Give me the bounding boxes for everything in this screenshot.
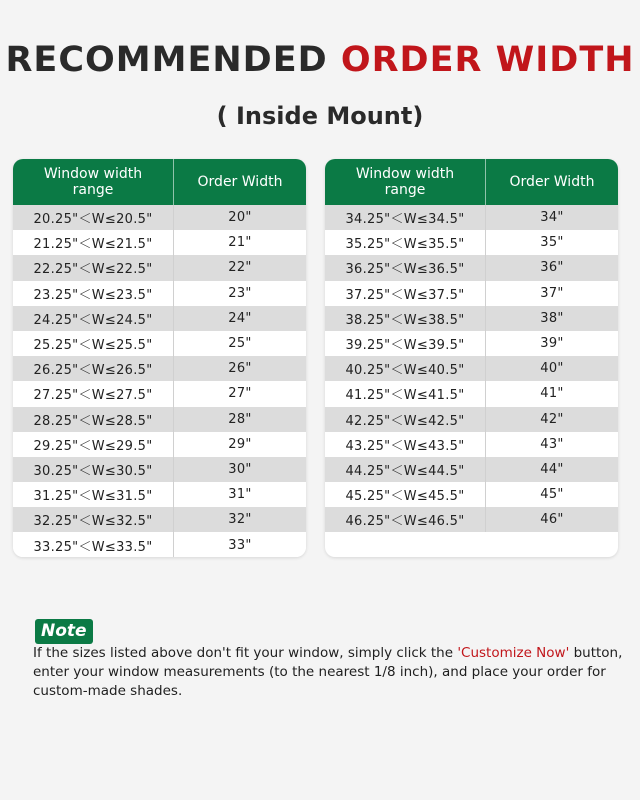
customize-now-highlight: 'Customize Now': [457, 645, 570, 661]
table-row: [325, 230, 618, 255]
order-width-cell: 21": [228, 235, 252, 251]
table-row: [13, 356, 306, 381]
order-width-cell: 45": [540, 487, 564, 503]
header-window-width-range: Window width range: [325, 159, 486, 205]
size-table-right: [325, 159, 618, 557]
table-row: [325, 482, 618, 507]
note-text: [33, 644, 623, 701]
range-cell: 29.25"＜W≤29.5": [13, 432, 174, 457]
order-width-cell: 35": [540, 235, 564, 251]
table-row: [325, 306, 618, 331]
table-row: [325, 331, 618, 356]
order-width-cell: 34": [540, 210, 564, 226]
range-cell: 43.25"＜W≤43.5": [325, 432, 486, 457]
table-row: [13, 306, 306, 331]
order-width-cell: 28": [228, 411, 252, 427]
range-cell: 34.25"＜W≤34.5": [325, 205, 486, 230]
page-subtitle: ( Inside Mount): [216, 102, 424, 130]
note-label: Note: [35, 619, 93, 644]
table-row: [13, 457, 306, 482]
range-cell: 42.25"＜W≤42.5": [325, 407, 486, 432]
range-cell: 46.25"＜W≤46.5": [325, 507, 486, 532]
table-header: [13, 159, 306, 205]
header-order-width: Order Width: [197, 174, 283, 190]
order-width-cell: 36": [540, 260, 564, 276]
range-cell: 31.25"＜W≤31.5": [13, 482, 174, 507]
table-row: [325, 356, 618, 381]
order-width-cell: 44": [540, 461, 564, 477]
range-cell: 37.25"＜W≤37.5": [325, 281, 486, 306]
range-cell: 33.25"＜W≤33.5": [13, 532, 174, 557]
header-order-width: Order Width: [509, 174, 595, 190]
order-width-cell: 26": [228, 361, 252, 377]
title-part-1: RECOMMENDED: [5, 40, 341, 80]
range-cell: 22.25"＜W≤22.5": [13, 255, 174, 280]
table-row: [13, 381, 306, 406]
order-width-cell: 25": [228, 336, 252, 352]
range-cell: 25.25"＜W≤25.5": [13, 331, 174, 356]
size-table-left: [13, 159, 306, 557]
table-row: [13, 230, 306, 255]
range-cell: 26.25"＜W≤26.5": [13, 356, 174, 381]
table-row: [325, 205, 618, 230]
range-cell: 41.25"＜W≤41.5": [325, 381, 486, 406]
order-width-cell: 27": [228, 386, 252, 402]
range-cell: 44.25"＜W≤44.5": [325, 457, 486, 482]
order-width-cell: 32": [228, 512, 252, 528]
range-cell: 35.25"＜W≤35.5": [325, 230, 486, 255]
order-width-cell: 41": [540, 386, 564, 402]
title-part-2: ORDER WIDTH: [340, 40, 635, 80]
table-row: [325, 255, 618, 280]
range-cell: 23.25"＜W≤23.5": [13, 281, 174, 306]
order-width-cell: 37": [540, 285, 564, 301]
order-width-cell: 24": [228, 310, 252, 326]
table-row: [325, 381, 618, 406]
order-width-cell: 31": [228, 487, 252, 503]
header-window-width-range: Window width range: [13, 159, 174, 205]
order-width-cell: 29": [228, 436, 252, 452]
order-width-cell: 46": [540, 512, 564, 528]
order-width-cell: 33": [228, 537, 252, 553]
range-cell: 38.25"＜W≤38.5": [325, 306, 486, 331]
range-cell: 20.25"＜W≤20.5": [13, 205, 174, 230]
table-row: [13, 407, 306, 432]
table-row: [13, 507, 306, 532]
range-cell: 21.25"＜W≤21.5": [13, 230, 174, 255]
range-cell: 36.25"＜W≤36.5": [325, 255, 486, 280]
table-row: [13, 255, 306, 280]
table-row: [13, 532, 306, 557]
page-title: [0, 40, 640, 80]
range-cell: 27.25"＜W≤27.5": [13, 381, 174, 406]
order-width-cell: 20": [228, 210, 252, 226]
table-row: [13, 482, 306, 507]
range-cell: 32.25"＜W≤32.5": [13, 507, 174, 532]
note-text-before: If the sizes listed above don't fit your window, simply click the: [33, 645, 458, 661]
table-row: [13, 281, 306, 306]
range-cell: 24.25"＜W≤24.5": [13, 306, 174, 331]
range-cell: 30.25"＜W≤30.5": [13, 457, 174, 482]
order-width-cell: 43": [540, 436, 564, 452]
order-width-cell: 40": [540, 361, 564, 377]
order-width-cell: 39": [540, 336, 564, 352]
range-cell: 40.25"＜W≤40.5": [325, 356, 486, 381]
table-row: [325, 457, 618, 482]
range-cell: 28.25"＜W≤28.5": [13, 407, 174, 432]
order-width-cell: 42": [540, 411, 564, 427]
order-width-cell: 38": [540, 310, 564, 326]
table-row: [325, 281, 618, 306]
table-row: [13, 331, 306, 356]
range-cell: 39.25"＜W≤39.5": [325, 331, 486, 356]
table-row: [325, 432, 618, 457]
order-width-cell: 22": [228, 260, 252, 276]
table-row: [325, 507, 618, 532]
table-header: [325, 159, 618, 205]
note-text-after: button, enter your window measurements (to the nearest 1/8 inch), and place your order for custom-made shades.: [33, 645, 623, 699]
range-cell: 45.25"＜W≤45.5": [325, 482, 486, 507]
table-row: [325, 407, 618, 432]
order-width-cell: 30": [228, 461, 252, 477]
table-row: [13, 432, 306, 457]
order-width-cell: 23": [228, 285, 252, 301]
table-row: [13, 205, 306, 230]
